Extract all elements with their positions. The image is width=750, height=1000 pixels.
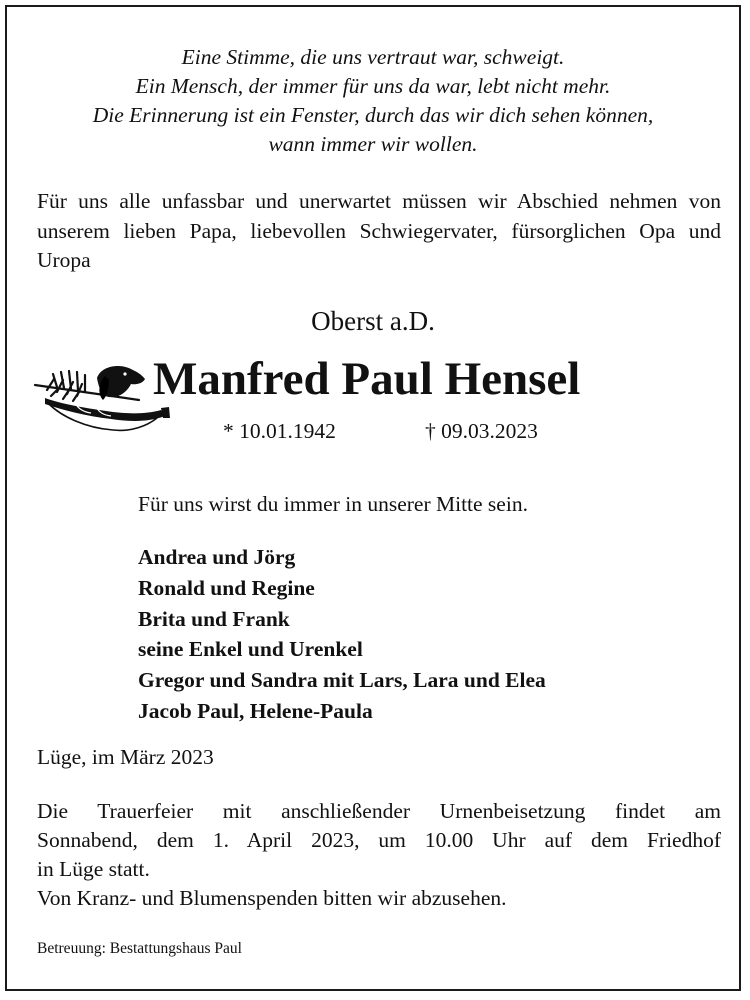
poem-line: wann immer wir wollen. bbox=[268, 132, 478, 156]
poem-line: Eine Stimme, die uns vertraut war, schweigt. bbox=[181, 45, 565, 69]
service-line: Von Kranz- und Blumenspenden bitten wir abzusehen. bbox=[37, 886, 507, 910]
mourner-line: seine Enkel und Urenkel bbox=[138, 637, 363, 662]
rank-title: Oberst a.D. bbox=[311, 306, 435, 336]
poem-line: Die Erinnerung ist ein Fenster, durch das wir dich sehen können, bbox=[92, 103, 654, 127]
service-line: in Lüge statt. bbox=[37, 857, 150, 881]
mourner-line: Andrea und Jörg bbox=[138, 545, 296, 569]
obituary-notice bbox=[5, 5, 741, 991]
death-date: † 09.03.2023 bbox=[425, 419, 538, 443]
poem-line: Ein Mensch, der immer für uns da war, lebt nicht mehr. bbox=[135, 74, 611, 98]
mourner-line: Gregor und Sandra mit Lars, Lara und Elea bbox=[138, 668, 546, 693]
funeral-service-info bbox=[37, 797, 721, 913]
place-and-date: Lüge, im März 2023 bbox=[37, 745, 214, 769]
intro-text: Für uns alle unfassbar und unerwartet müssen wir Abschied nehmen von unserem lieben Papa, liebevollen Schwiegervater, fürsorglichen Opa und Uropa bbox=[37, 189, 721, 272]
birth-date: * 10.01.1942 bbox=[223, 419, 336, 443]
memorial-quote: Für uns wirst du immer in unserer Mitte sein. bbox=[138, 492, 528, 516]
mourners-list bbox=[138, 542, 546, 727]
memorial-poem bbox=[7, 43, 739, 159]
deceased-name: Manfred Paul Hensel bbox=[153, 353, 581, 405]
hunting-emblem-icon bbox=[27, 352, 172, 442]
funeral-home-credit: Betreuung: Bestattungshaus Paul bbox=[37, 940, 242, 957]
mourner-line: Brita und Frank bbox=[138, 606, 290, 631]
service-line: Die Trauerfeier mit anschließender Urnenbeisetzung findet am bbox=[37, 799, 721, 823]
mourner-line: Ronald und Regine bbox=[138, 575, 315, 600]
service-line: Sonnabend, dem 1. April 2023, um 10.00 Uhr auf dem Friedhof bbox=[37, 828, 721, 852]
mourner-line: Jacob Paul, Helene-Paula bbox=[138, 698, 373, 723]
